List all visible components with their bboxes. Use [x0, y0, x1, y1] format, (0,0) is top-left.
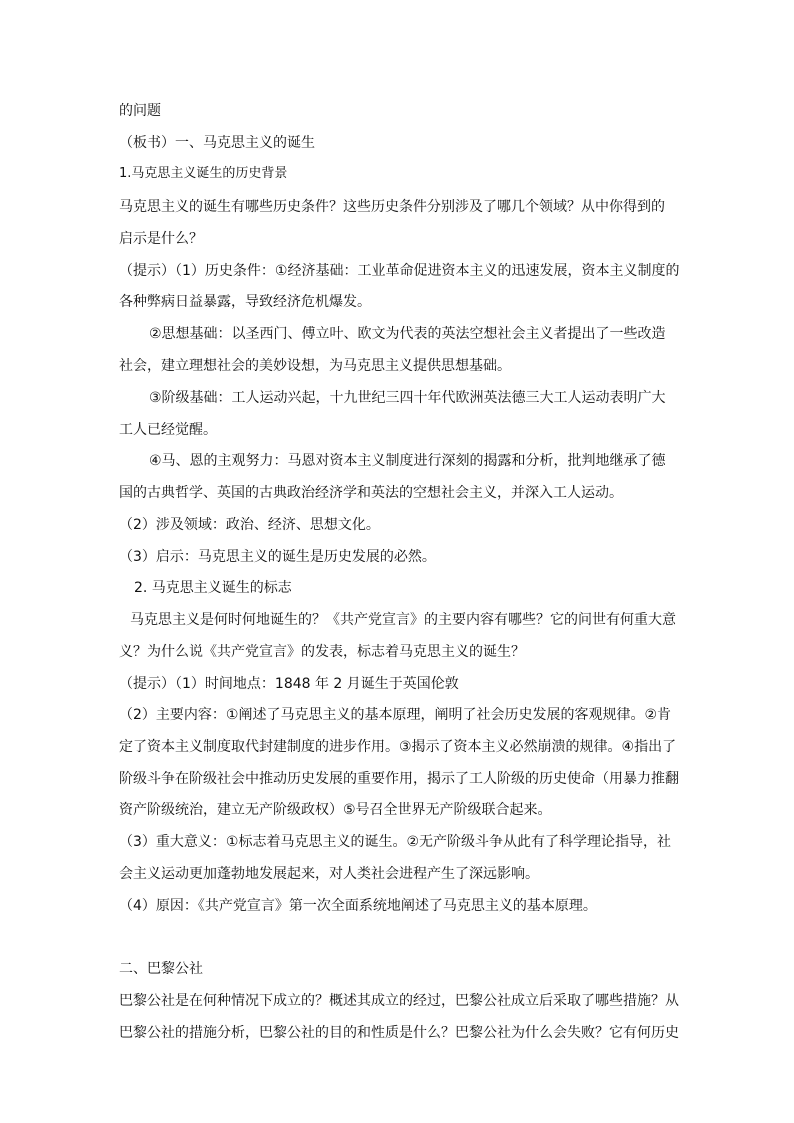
answer-line: 工人已经觉醒。 [119, 422, 217, 438]
answer-line: （4）原因：《共产党宣言》第一次全面系统地阐述了马克思主义的基本原理。 [119, 898, 597, 914]
answer-line: ③阶级基础：工人运动兴起，十九世纪三四十年代欧洲英法德三大工人运动表明广大 [149, 390, 666, 406]
answer-line: 阶级斗争在阶级社会中推动历史发展的重要作用，揭示了工人阶级的历史使命（用暴力推翻 [119, 771, 679, 787]
answer-line: （提示）（1）历史条件：①经济基础：工业革命促进资本主义的迅速发展，资本主义制度的 [119, 263, 679, 279]
answer-line: 各种弊病日益暴露，导致经济危机爆发。 [119, 294, 371, 310]
question-line: 义？为什么说《共产党宣言》的发表，标志着马克思主义的诞生？ [119, 644, 525, 660]
answer-line: （3）启示：马克思主义的诞生是历史发展的必然。 [119, 549, 436, 565]
answer-line: ④马、恩的主观努力：马恩对资本主义制度进行深刻的揭露和分析，批判地继承了德 [149, 453, 666, 469]
answer-line: 国的古典哲学、英国的古典政治经济学和英法的空想社会主义，并深入工人运动。 [119, 485, 623, 501]
answer-line: ②思想基础：以圣西门、傅立叶、欧文为代表的英法空想社会主义者提出了一些改造 [149, 326, 666, 342]
answer-line: 会主义运动更加蓬勃地发展起来，对人类社会进程产生了深远影响。 [119, 866, 539, 882]
section-heading: 2. 马克思主义诞生的标志 [134, 580, 292, 596]
question-line: 马克思主义的诞生有哪些历史条件？这些历史条件分别涉及了哪几个领域？从中你得到的 [119, 199, 665, 215]
question-line: 巴黎公社的措施分析，巴黎公社的目的和性质是什么？巴黎公社为什么会失败？它有何历史 [119, 1025, 679, 1041]
answer-line: （3）重大意义：①标志着马克思主义的诞生。②无产阶级斗争从此有了科学理论指导，社 [119, 834, 672, 850]
section-heading: 1.马克思主义诞生的历史背景 [119, 166, 288, 181]
answer-line: （2）涉及领域：政治、经济、思想文化。 [119, 517, 380, 533]
question-line: 启示是什么？ [119, 231, 203, 247]
answer-line: （提示）（1）时间地点：1848 年 2 月诞生于英国伦敦 [119, 676, 459, 692]
answer-line: 定了资本主义制度取代封建制度的进步作用。③揭示了资本主义必然崩溃的规律。④指出了 [119, 739, 677, 755]
question-line: 巴黎公社是在何种情况下成立的？概述其成立的经过，巴黎公社成立后采取了哪些措施？从 [119, 993, 679, 1009]
answer-line: 资产阶级统治，建立无产阶级政权）⑤号召全世界无产阶级联合起来。 [119, 802, 552, 818]
question-line: 马克思主义是何时何地诞生的？《共产党宣言》的主要内容有哪些？它的问世有何重大意 [130, 612, 676, 628]
text-line: 的问题 [119, 103, 161, 119]
board-heading: （板书）一、马克思主义的诞生 [119, 135, 315, 151]
answer-line: （2）主要内容：①阐述了马克思主义的基本原理，阐明了社会历史发展的客观规律。②肯 [119, 707, 672, 723]
section-heading: 二、巴黎公社 [119, 961, 203, 977]
answer-line: 社会，建立理想社会的美妙设想，为马克思主义提供思想基础。 [119, 358, 511, 374]
